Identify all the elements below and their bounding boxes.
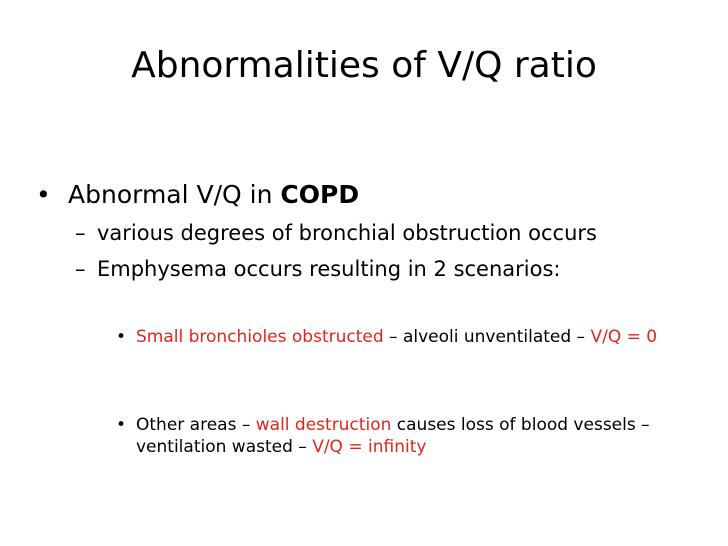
point-other-areas: [116, 414, 676, 458]
point-other-areas-start: Other areas –: [136, 415, 256, 435]
point-other-areas-red-mid: wall destruction: [255, 415, 392, 435]
point-bronchioles-middle: – alveoli unventilated –: [383, 327, 591, 347]
point-bronchioles: [116, 326, 676, 348]
point-other-areas-middle: causes loss of blood vessels – ventilation wasted –: [136, 415, 650, 457]
bullet-marker: •: [36, 180, 51, 209]
dash-marker: –: [75, 257, 86, 281]
bullet-copd-prefix: Abnormal V/Q in: [68, 180, 281, 209]
slide-title: Abnormalities of V/Q ratio: [131, 45, 597, 86]
bullet-copd-bold: COPD: [280, 180, 360, 209]
sub-item-obstruction-text: various degrees of bronchial obstruction occurs: [97, 221, 597, 245]
bullet-marker: •: [116, 327, 127, 347]
point-bronchioles-red-start: Small bronchioles obstructed: [136, 327, 384, 347]
sub-item-emphysema-text: Emphysema occurs resulting in 2 scenarios:: [97, 257, 561, 281]
bullet-copd: [36, 180, 359, 210]
dash-marker: –: [75, 221, 86, 245]
point-other-areas-text: [136, 414, 676, 458]
point-bronchioles-text: [136, 326, 676, 348]
sub-item-obstruction: [75, 220, 597, 246]
sub-item-emphysema: [75, 256, 561, 282]
point-bronchioles-red-end: V/Q = 0: [590, 327, 658, 347]
bullet-marker: •: [116, 415, 127, 435]
point-other-areas-red-end: V/Q = infinity: [312, 437, 427, 457]
